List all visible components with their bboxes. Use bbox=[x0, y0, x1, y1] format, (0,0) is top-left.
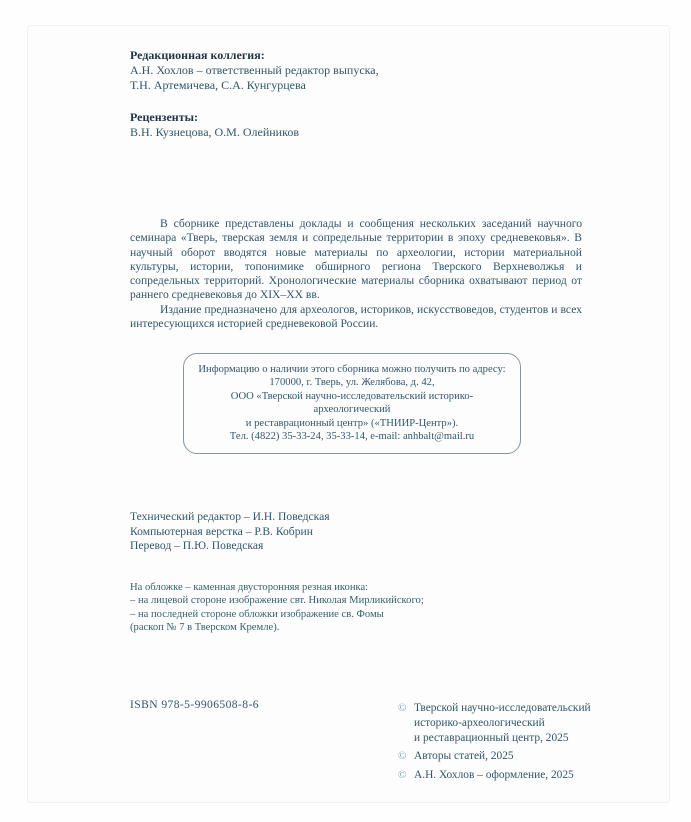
annotation-paragraph: Издание предназначено для археологов, историков, искусствоведов, студентов и всех интересующихся историей средневековой России. bbox=[130, 302, 582, 331]
editorial-board-section bbox=[130, 48, 379, 93]
copyright-symbol-icon: © bbox=[398, 769, 407, 782]
info-box-line: ООО «Тверской научно-исследовательский историко-археологический bbox=[230, 390, 474, 416]
copyright-entry bbox=[398, 768, 638, 783]
copyright-line: и реставрационный центр, 2025 bbox=[414, 731, 569, 744]
staff-line: Технический редактор – И.Н. Поведская bbox=[130, 510, 330, 523]
copyright-entry bbox=[398, 701, 638, 745]
availability-info-box bbox=[183, 353, 521, 454]
reviewers-line: В.Н. Кузнецова, О.М. Олейников bbox=[130, 125, 299, 139]
editorial-board-line: Т.Н. Артемичева, С.А. Кунгурцева bbox=[130, 78, 306, 92]
cover-description-section bbox=[130, 581, 424, 634]
annotation-section bbox=[130, 217, 582, 331]
staff-line: Компьютерная верстка – Р.В. Кобрин bbox=[130, 524, 313, 538]
copyright-entry-text bbox=[414, 768, 638, 783]
cover-note-line: – на лицевой стороне изображение свт. Николая Мирликийского; bbox=[130, 595, 424, 607]
cover-note-line: На обложке – каменная двусторонняя резная иконка: bbox=[130, 582, 369, 593]
editorial-board-line: А.Н. Хохлов – ответственный редактор выпуска, bbox=[130, 63, 379, 77]
copyright-entry-text bbox=[414, 749, 638, 764]
editorial-board-heading: Редакционная коллегия: bbox=[130, 48, 265, 62]
cover-note-line: (раскоп № 7 в Тверском Кремле). bbox=[130, 621, 280, 633]
copyright-line: Авторы статей, 2025 bbox=[414, 750, 514, 763]
info-box-line: и реставрационный центр» («ТНИИР-Центр»). bbox=[245, 417, 459, 429]
copyright-line: Тверской научно-исследовательский bbox=[414, 702, 591, 714]
isbn: ISBN 978-5-9906508-8-6 bbox=[130, 698, 259, 711]
copyright-line: историко-археологический bbox=[414, 716, 545, 729]
info-box-line: 170000, г. Тверь, ул. Желябова, д. 42, bbox=[269, 377, 435, 389]
reviewers-heading: Рецензенты: bbox=[130, 110, 198, 124]
copyright-line: А.Н. Хохлов – оформление, 2025 bbox=[414, 769, 574, 782]
copyright-symbol-icon: © bbox=[398, 750, 407, 763]
copyright-entry bbox=[398, 749, 638, 764]
reviewers-section bbox=[130, 110, 299, 140]
staff-line: Перевод – П.Ю. Поведская bbox=[130, 539, 264, 553]
copyright-section bbox=[398, 701, 638, 787]
copyright-symbol-icon: © bbox=[398, 702, 407, 714]
annotation-paragraph: В сборнике представлены доклады и сообщения нескольких заседаний научного семинара «Тверь, тверская земля и сопредельные территории в эпоху средневековья». В научный оборот вводятся новые материалы по археологии, истории материальной культуры, истории, топонимике обширного региона Тверского Верхневолжья и сопредельных территорий. Хронологические материалы сборника охватывают период от раннего средневековья до XIX–XX вв. bbox=[130, 217, 582, 302]
copyright-entry-text bbox=[414, 701, 638, 745]
production-staff-section bbox=[130, 510, 330, 554]
cover-note-line: – на последней стороне обложки изображение св. Фомы bbox=[130, 608, 384, 620]
info-box-line: Информацию о наличии этого сборника можно получить по адресу: bbox=[198, 364, 506, 375]
info-box-line: Тел. (4822) 35-33-24, 35-33-14, e-mail: anhbalt@mail.ru bbox=[229, 431, 475, 443]
